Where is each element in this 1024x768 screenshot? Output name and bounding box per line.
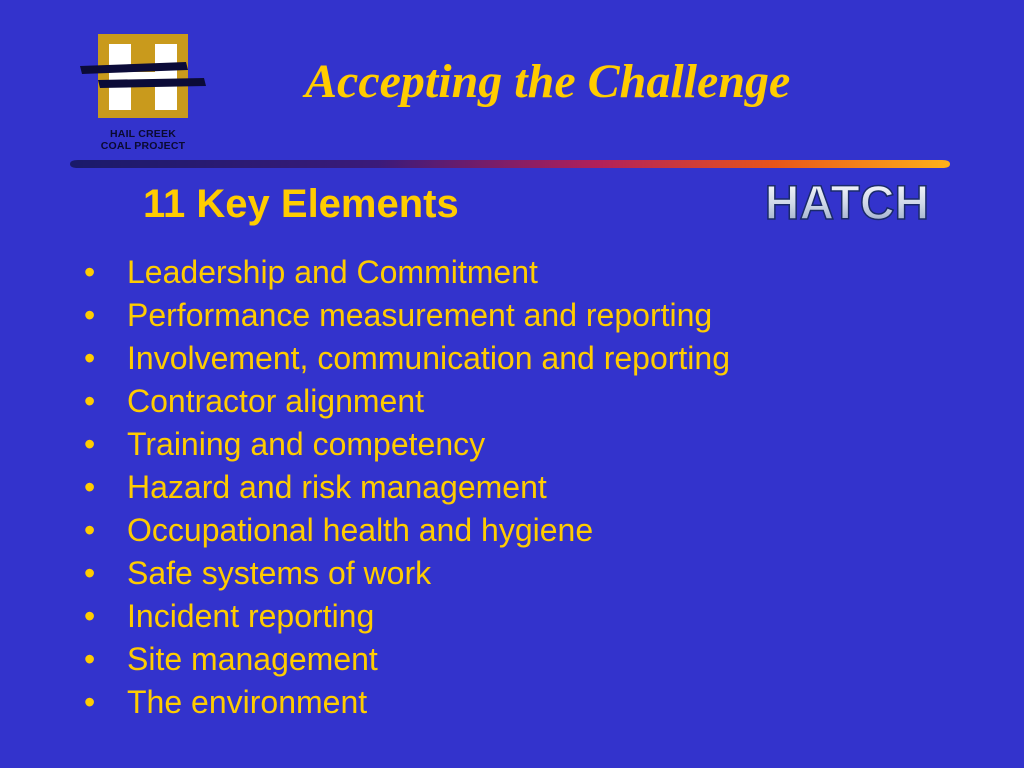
bullet-glyph: • — [84, 254, 96, 290]
hail-creek-h-icon — [78, 32, 208, 122]
bullet-glyph: • — [84, 297, 96, 333]
list-item-text: Site management — [127, 641, 378, 677]
list-item-text: Involvement, communication and reporting — [127, 340, 730, 376]
bullet-glyph: • — [84, 598, 96, 634]
bullet-glyph: • — [84, 383, 96, 419]
bullet-glyph: • — [84, 684, 96, 720]
list-item-text: Training and competency — [127, 426, 486, 462]
list-item-text: Performance measurement and reporting — [127, 297, 713, 333]
hail-creek-logo — [78, 32, 208, 154]
bullet-glyph: • — [84, 512, 96, 548]
list-item-text: Contractor alignment — [127, 383, 425, 419]
logo-line-2: COAL PROJECT — [100, 140, 186, 152]
hatch-logo — [745, 176, 950, 228]
list-item-text: Hazard and risk management — [127, 469, 547, 505]
bullet-glyph: • — [84, 426, 96, 462]
divider-rule — [70, 159, 950, 169]
hatch-logo-text: HATCH — [764, 177, 930, 228]
slide-subtitle: 11 Key Elements — [143, 182, 459, 226]
bullet-glyph: • — [84, 469, 96, 505]
bullet-glyph: • — [84, 641, 96, 677]
list-item-text: Incident reporting — [127, 598, 375, 634]
bullet-glyph: • — [84, 555, 96, 591]
list-item-text: The environment — [127, 684, 368, 720]
logo-caption — [78, 128, 208, 152]
list-item-text: Occupational health and hygiene — [127, 512, 594, 548]
list-item-text: Safe systems of work — [127, 555, 432, 591]
slide-title: Accepting the Challenge — [305, 55, 791, 108]
list-item-text: Leadership and Commitment — [127, 254, 538, 290]
logo-line-1: HAIL CREEK — [110, 128, 176, 140]
bullet-glyph: • — [84, 340, 96, 376]
